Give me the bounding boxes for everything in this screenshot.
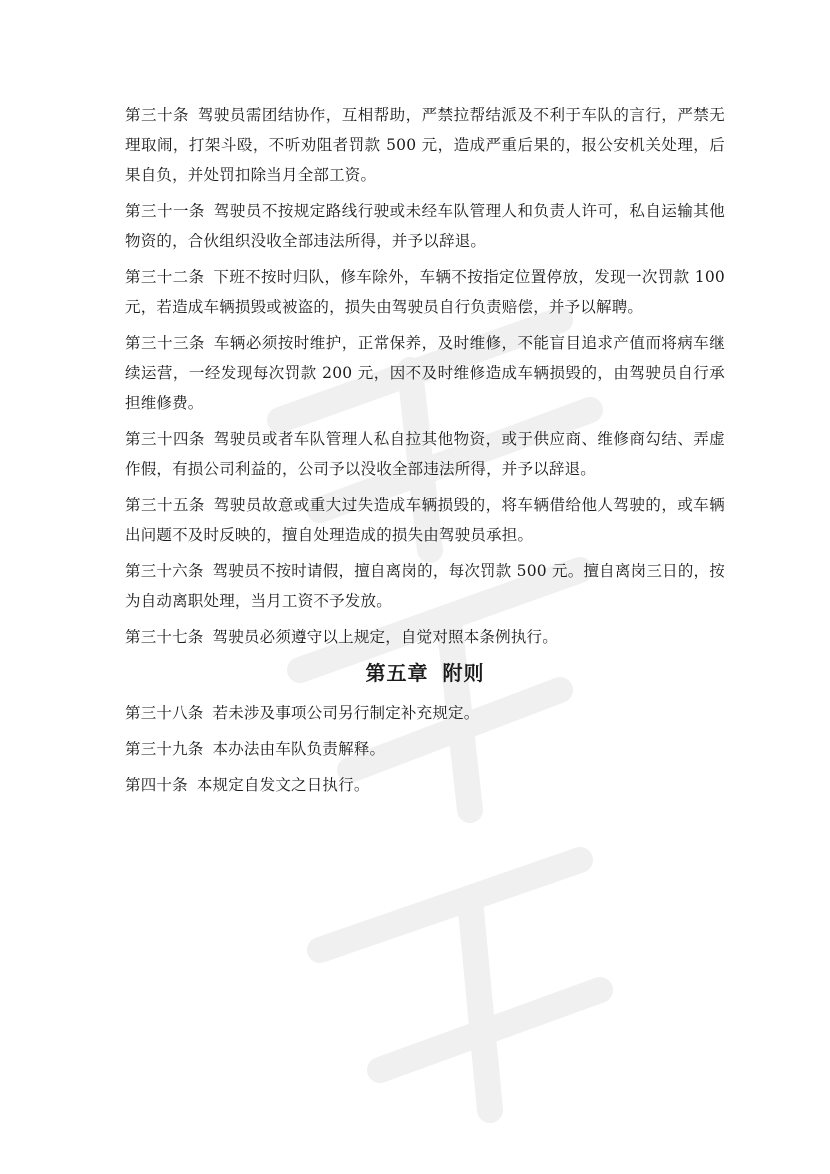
article-label: 第三十五条 <box>125 496 205 514</box>
article-text: 车辆必须按时维护，正常保养，及时维修，不能盲目追求产值而将病车继续运营，一经发现每次罚款 200 元，因不及时维修造成车辆损毁的，由驾驶员自行承担维修费。 <box>125 334 725 412</box>
article-paragraph <box>125 490 725 550</box>
article-paragraph <box>125 328 725 418</box>
article-label: 第四十条 <box>125 776 188 794</box>
article-label: 第三十四条 <box>125 430 205 448</box>
article-label: 第三十三条 <box>125 334 205 352</box>
article-text: 驾驶员故意或重大过失造成车辆损毁的，将车辆借给他人驾驶的，或车辆出问题不及时反映的，擅自处理造成的损失由驾驶员承担。 <box>125 496 725 544</box>
articles-section-1 <box>125 100 725 652</box>
article-label: 第三十条 <box>125 106 189 124</box>
article-paragraph <box>125 262 725 322</box>
article-paragraph <box>125 196 725 256</box>
article-paragraph <box>125 100 725 190</box>
article-text: 驾驶员或者车队管理人私自拉其他物资，或于供应商、维修商勾结、弄虚作假，有损公司利益的，公司予以没收全部违法所得，并予以辞退。 <box>125 430 725 478</box>
article-text: 驾驶员需团结协作，互相帮助，严禁拉帮结派及不利于车队的言行，严禁无理取闹，打架斗殴，不听劝阻者罚款 500 元，造成严重后果的，报公安机关处理，后果自负，并处罚扣除当月全部工资。 <box>125 106 725 184</box>
article-paragraph <box>125 622 725 652</box>
document-body <box>125 100 725 806</box>
chapter-number: 第五章 <box>365 661 429 685</box>
article-label: 第三十六条 <box>125 562 204 580</box>
article-label: 第三十一条 <box>125 202 205 220</box>
article-label: 第三十九条 <box>125 740 204 758</box>
article-text: 驾驶员必须遵守以上规定，自觉对照本条例执行。 <box>212 628 558 646</box>
article-paragraph <box>125 770 725 800</box>
article-text: 本办法由车队负责解释。 <box>212 740 386 758</box>
article-paragraph <box>125 698 725 728</box>
article-label: 第三十二条 <box>125 268 205 286</box>
article-text: 若未涉及事项公司另行制定补充规定。 <box>212 704 480 722</box>
article-paragraph <box>125 734 725 764</box>
article-text: 下班不按时归队，修车除外，车辆不按指定位置停放，发现一次罚款 100 元，若造成车辆损毁或被盗的，损失由驾驶员自行负责赔偿，并予以解聘。 <box>125 268 725 316</box>
article-text: 驾驶员不按规定路线行驶或未经车队管理人和负责人许可，私自运输其他物资的，合伙组织没收全部违法所得，并予以辞退。 <box>125 202 725 250</box>
articles-section-2 <box>125 698 725 800</box>
chapter-heading <box>125 658 725 688</box>
article-text: 驾驶员不按时请假，擅自离岗的，每次罚款 500 元。擅自离岗三日的，按为自动离职处理，当月工资不予发放。 <box>125 562 725 610</box>
article-text: 本规定自发文之日执行。 <box>196 776 370 794</box>
article-label: 第三十七条 <box>125 628 204 646</box>
article-label: 第三十八条 <box>125 704 204 722</box>
article-paragraph <box>125 556 725 616</box>
article-paragraph <box>125 424 725 484</box>
chapter-name: 附则 <box>442 661 485 685</box>
